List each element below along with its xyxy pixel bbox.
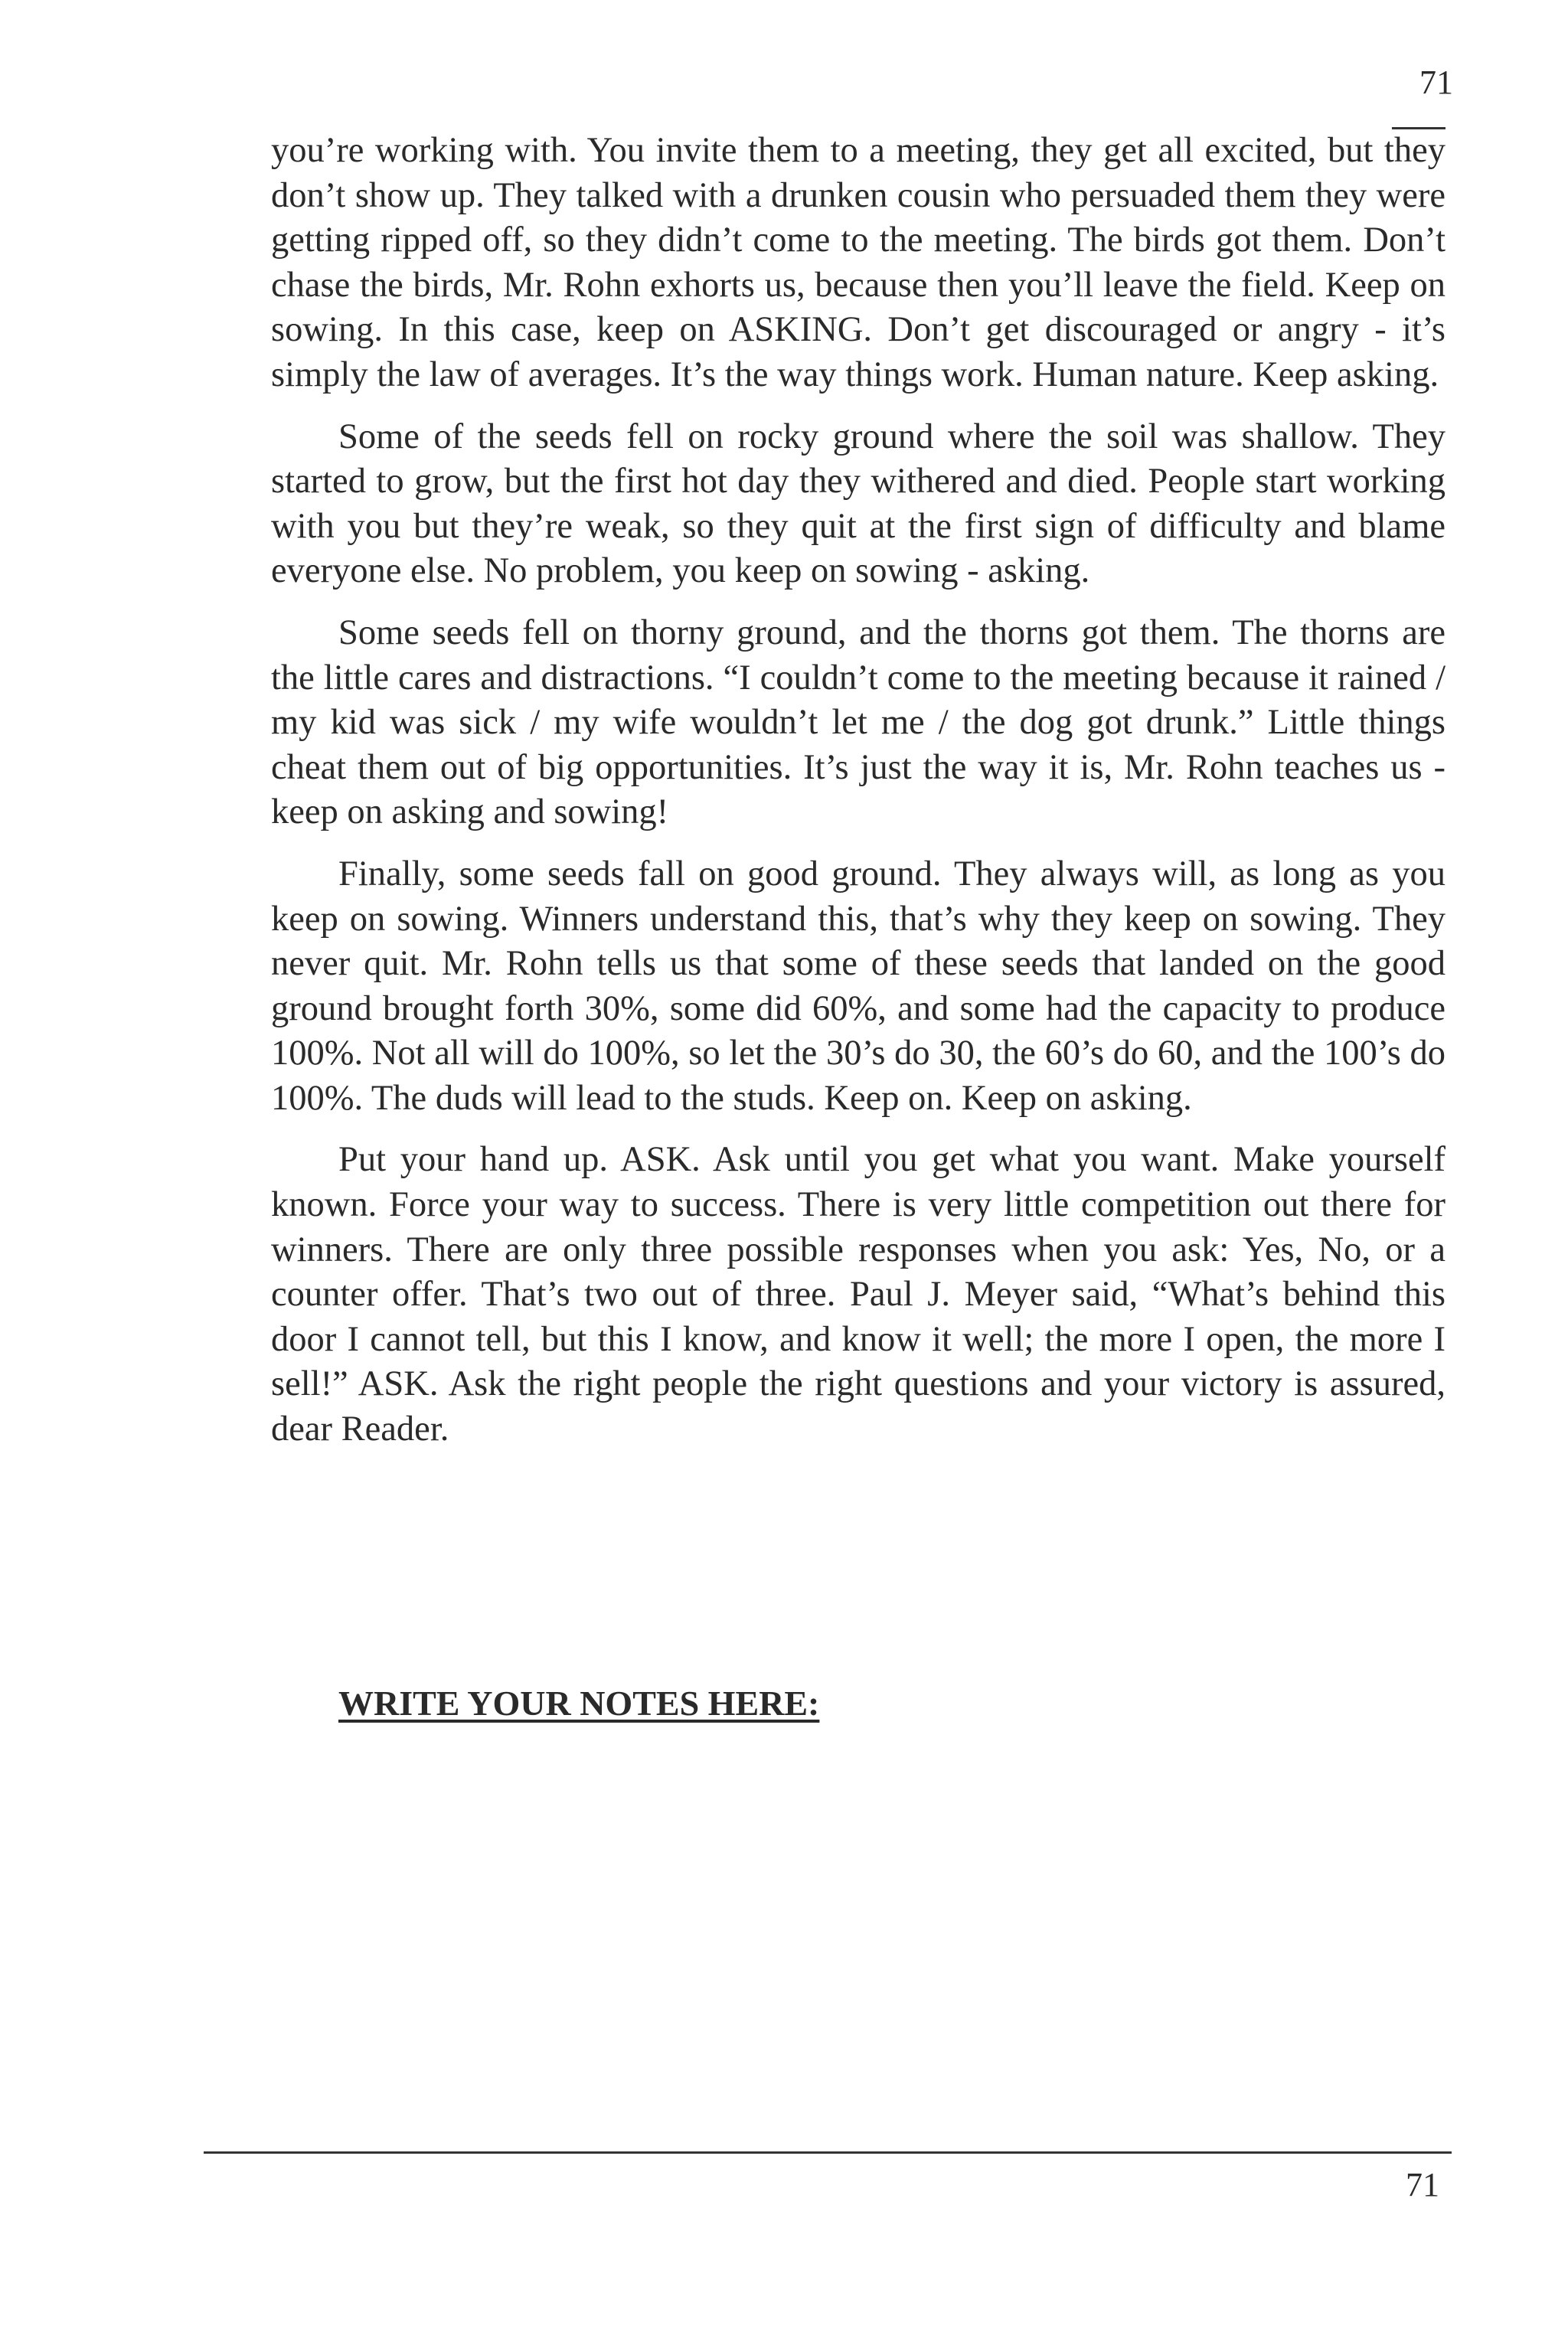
body-text	[271, 129, 1446, 1469]
notes-heading: WRITE YOUR NOTES HERE:	[338, 1684, 820, 1723]
paragraph-ask: Put your hand up. ASK. Ask until you get what you want. Make yourself known. Force your way to success. There is very little competition out there for winners. There are only three possible responses when you ask: Yes, No, or a counter offer. That’s two out of three. Paul J. Meyer said, “What’s behind this door I cannot tell, but this I know, and know it well; the more I open, the more I sell!” ASK. Ask the right people the right questions and your victory is assured, dear Reader.	[271, 1140, 1446, 1449]
paragraph-good-ground: Finally, some seeds fall on good ground. They always will, as long as you keep on sowing. Winners understand this, that’s why they keep on sowing. They never quit. Mr. Rohn tells us that some of these seeds that landed on the good ground brought forth 30%, some did 60%, and some had the capacity to produce 100%. Not all will do 100%, so let the 30’s do 30, the 60’s do 60, and the 100’s do 100%. The duds will lead to the studs. Keep on. Keep on asking.	[271, 854, 1446, 1118]
page-number-bottom: 71	[1406, 2166, 1439, 2203]
page-number-top: 71	[1419, 64, 1453, 101]
footer-rule	[204, 2151, 1452, 2154]
paragraph-rocky-ground: Some of the seeds fell on rocky ground where the soil was shallow. They started to grow, but the first hot day they withered and died. People start working with you but they’re weak, so they quit at the first sign of difficulty and blame everyone else. No problem, you keep on sowing - asking.	[271, 416, 1446, 591]
paragraph-thorny-ground: Some seeds fell on thorny ground, and the thorns got them. The thorns are the little cares and distractions. “I couldn’t come to the meeting because it rained / my kid was sick / my wife wouldn’t let me / the dog got drunk.” Little things cheat them out of big opportunities. It’s just the way it is, Mr. Rohn teaches us - keep on asking and sowing!	[271, 612, 1446, 832]
paragraph-continued: you’re working with. You invite them to a meeting, they get all excited, but they don’t show up. They talked with a drunken cousin who persuaded them they were getting ripped off, so they didn’t come to the meeting. The birds got them. Don’t chase the birds, Mr. Rohn exhorts us, because then you’ll leave the field. Keep on sowing. In this case, keep on ASKING. Don’t get discouraged or angry - it’s simply the law of averages. It’s the way things work. Human nature. Keep asking.	[271, 131, 1446, 394]
